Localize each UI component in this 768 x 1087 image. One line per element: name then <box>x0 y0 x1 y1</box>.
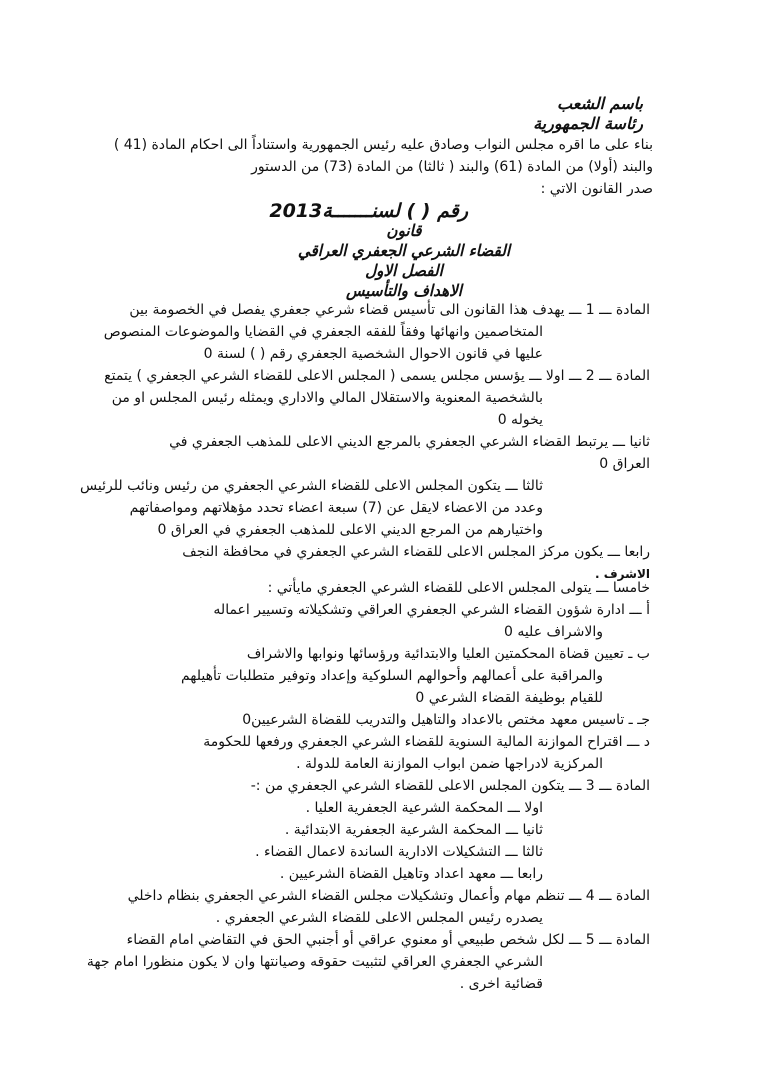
article-5-line-1: المادة ـــ 5 ـــ لكل شخص طبيعي أو معنوي عراقي أو أجنبي الحق في التقاضي امام القضاء <box>126 932 650 948</box>
law-number-title: رقم ( ) لسنـــــــة2013 <box>269 200 468 222</box>
article-2-fourth-line-1: رابعا ـــ يكون مركز المجلس الاعلى للقضاء الشرعي الجعفري في محافظة النجف <box>182 544 650 560</box>
article-2-fifth-item-b-3: للقيام بوظيفة القضاء الشرعي 0 <box>415 690 603 706</box>
article-2-fourth-line-2: الاشرف . <box>595 567 650 581</box>
article-2-fifth-item-c: جـ ـ تاسيس معهد مختص بالاعداد والتاهيل والتدريب للقضاة الشرعيين0 <box>242 712 650 728</box>
article-2-line-1: المادة ـــ 2 ـــ اولا ـــ يؤسس مجلس يسمى ( المجلس الاعلى للقضاء الشرعي الجعفري ) يتمتع <box>104 368 650 384</box>
article-2-line-3: يخوله 0 <box>497 412 543 428</box>
article-5-line-3: قضائية اخرى . <box>459 976 543 992</box>
article-2-line-2: بالشخصية المعنوية والاستقلال المالي والاداري ويمثله رئيس المجلس او من <box>111 390 543 406</box>
article-2-second-line-1: ثانيا ـــ يرتبط القضاء الشرعي الجعفري بالمرجع الديني الاعلى للمذهب الجعفري في <box>169 434 650 450</box>
article-1-line-1: المادة ـــ 1 ـــ يهدف هذا القانون الى تأسيس قضاء شرعي جعفري يفصل في الخصومة بين <box>129 302 650 318</box>
article-2-fifth-item-d-1: د ـــ اقتراح الموازنة المالية السنوية للقضاء الشرعي الجعفري ورفعها للحكومة <box>203 734 650 750</box>
preamble-line-1: بناء على ما اقره مجلس النواب وصادق عليه رئيس الجمهورية واستناداً الى احكام المادة (41 ) <box>113 137 653 153</box>
article-2-fifth-item-b-2: والمراقبة على أعمالهم وأحوالهم السلوكية وإعداد وتوفير متطلبات تأهيلهم <box>180 668 603 684</box>
article-2-third-line-3: واختيارهم من المرجع الديني الاعلى للمذهب الجعفري في العراق 0 <box>157 522 543 538</box>
article-3-item-3: ثالثا ـــ التشكيلات الادارية الساندة لاعمال القضاء . <box>255 844 543 860</box>
article-3-item-1: اولا ـــ المحكمة الشرعية الجعفرية العليا . <box>305 800 543 816</box>
article-2-fifth-item-b-1: ب ـ تعيين قضاة المحكمتين العليا والابتدائية ورؤسائها ونوابها والاشراف <box>246 646 650 662</box>
article-2-third-line-2: وعدد من الاعضاء لايقل عن (7) سبعة اعضاء تحدد مؤهلاتهم ومواصفاتهم <box>129 500 543 516</box>
article-3-item-2: ثانيا ـــ المحكمة الشرعية الجعفرية الابتدائية . <box>284 822 543 838</box>
article-3-item-4: رابعا ـــ معهد اعداد وتاهيل القضاة الشرعيين . <box>279 866 543 882</box>
article-2-second-line-2: العراق 0 <box>599 456 650 472</box>
header-line-people: باسم الشعب <box>557 94 643 113</box>
article-1-line-3: عليها في قانون الاحوال الشخصية الجعفري رقم ( ) لسنة 0 <box>203 346 543 362</box>
article-3-line-1: المادة ـــ 3 ـــ يتكون المجلس الاعلى للقضاء الشرعي الجعفري من :- <box>250 778 650 794</box>
chapter-title: الفصل الاول <box>365 261 443 280</box>
article-5-line-2: الشرعي الجعفري العراقي لتثبيت حقوقه وصيانتها وان لا يكون منظورا امام جهة <box>86 954 543 970</box>
article-2-third-line-1: ثالثا ـــ يتكون المجلس الاعلى للقضاء الشرعي الجعفري من رئيس ونائب للرئيس <box>80 478 543 494</box>
section-title: الاهداف والتأسيس <box>345 281 462 300</box>
article-2-fifth-line-1: خامسا ـــ يتولى المجلس الاعلى للقضاء الشرعي الجعفري مايأتي : <box>267 580 650 596</box>
article-4-line-2: يصدره رئيس المجلس الاعلى للقضاء الشرعي الجعفري . <box>215 910 543 926</box>
article-4-line-1: المادة ـــ 4 ـــ تنظم مهام وأعمال وتشكيلات مجلس القضاء الشرعي الجعفري بنظام داخلي <box>127 888 650 904</box>
article-2-fifth-item-a-2: والاشراف عليه 0 <box>503 624 603 640</box>
preamble-line-2: والبند (أولا) من المادة (61) والبند ( ثالثا) من المادة (73) من الدستور <box>251 159 653 175</box>
article-2-fifth-item-a-1: أ ـــ ادارة شؤون القضاء الشرعي الجعفري العراقي وتشكيلاته وتسيير اعماله <box>213 602 650 618</box>
article-2-fifth-item-d-2: المركزية لادراجها ضمن ابواب الموازنة العامة للدولة . <box>296 756 603 772</box>
preamble-line-3: صدر القانون الاتي : <box>540 181 653 197</box>
article-1-line-2: المتخاصمين وانهائها وفقاً للفقه الجعفري في القضايا والموضوعات المنصوص <box>103 324 543 340</box>
header-line-presidency: رئاسة الجمهورية <box>533 114 643 133</box>
law-title: قانون <box>386 221 422 240</box>
law-name-title: القضاء الشرعي الجعفري العراقي <box>297 241 511 260</box>
